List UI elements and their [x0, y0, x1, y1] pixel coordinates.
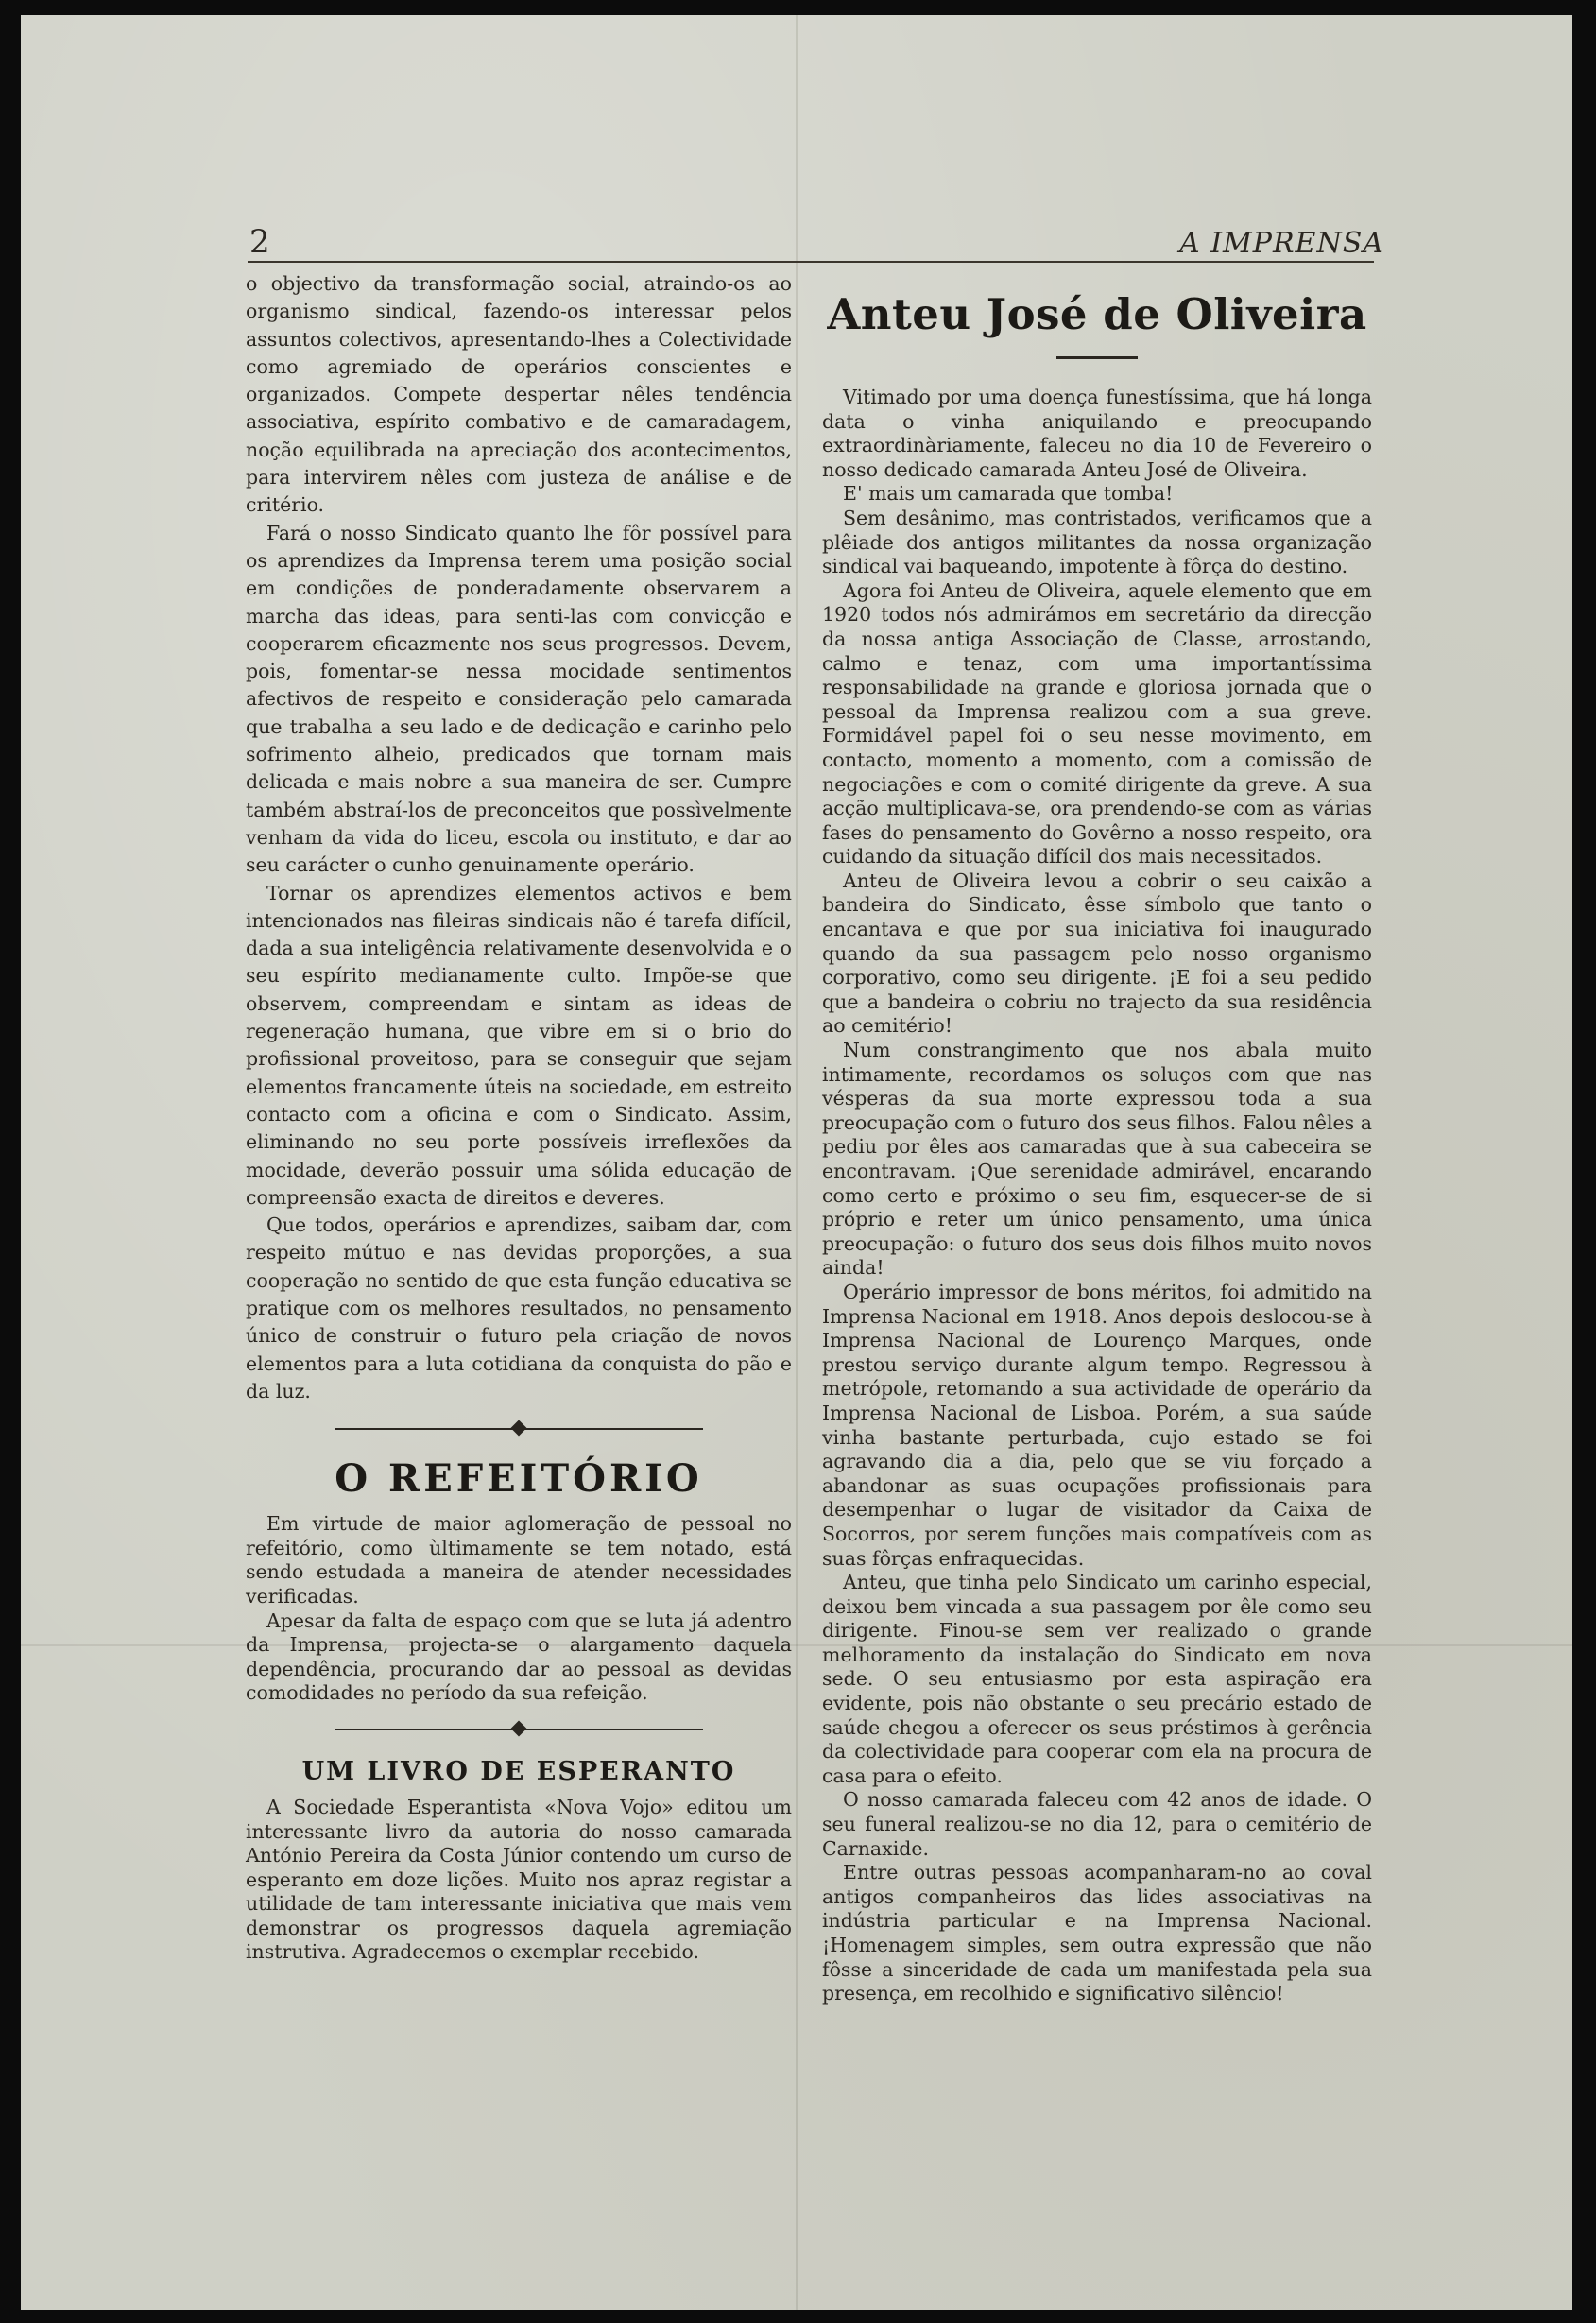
- esperanto-paragraph: A Sociedade Esperantista «Nova Vojo» editou um interessante livro da autoria do nosso camarada António Pereira da Costa Júnior contendo um curso de esperanto em doze lições. Muito nos apraz registar a utilidade de tam interessante iniciativa que mais vem demonstrar os progressos daquela agremiação instrutiva. Agradecemos o exemplar recebido.: [246, 1795, 792, 1964]
- obituary-paragraph: O nosso camarada faleceu com 42 anos de idade. O seu funeral realizou-se no dia 12, para o cemitério de Carnaxide.: [822, 1788, 1372, 1860]
- diamond-ornament-icon: [511, 1420, 527, 1437]
- obituary-paragraph: Anteu, que tinha pelo Sindicato um carinho especial, deixou bem vincada a sua passagem por êle como seu dirigente. Finou-se sem ver realizado o grande melhoramento da instalação do Sindicato em nova sede. O seu entusiasmo por esta aspiração era evidente, pois não obstante o seu precário estado de saúde chegou a oferecer os seus préstimos à gerência da colectividade para cooperar com ela na procura de casa para o efeito.: [822, 1571, 1372, 1787]
- left-column: [246, 270, 792, 1965]
- obituary-paragraph: Num constrangimento que nos abala muito intimamente, recordamos os soluços com que nas vésperas da sua morte expressou toda a sua preocupação com o futuro dos seus filhos. Falou nêles a pediu por êles aos camaradas que à sua cabeceira se encontravam. ¡Que serenidade admirável, encarando como certo e próximo o seu fim, esquecer-se de si próprio e reter um único pensamento, uma única preocupação: o futuro dos seus dois filhos muito novos ainda!: [822, 1039, 1372, 1280]
- obituary-paragraph: Anteu de Oliveira levou a cobrir o seu caixão a bandeira do Sindicato, êsse símbolo que tanto o encantava e que por sua iniciativa foi inaugurado quando da sua passagem pelo nosso organismo corporativo, como seu dirigente. ¡E foi a seu pedido que a bandeira o cobriu no trajecto da sua residência ao cemitério!: [822, 869, 1372, 1038]
- obituary-paragraph: Sem desânimo, mas contristados, verificamos que a plêiade dos antigos militantes da nossa organização sindical vai baqueando, impotente à fôrça do destino.: [822, 506, 1372, 578]
- publication-name: A IMPRENSA: [1179, 227, 1384, 260]
- obituary-paragraph: Agora foi Anteu de Oliveira, aquele elemento que em 1920 todos nós admirámos em secretário da direcção da nossa antiga Associação de Classe, arrostando, calmo e tenaz, com uma importantíssima responsabilidade na grande e gloriosa jornada que o pessoal da Imprensa realizou com a sua greve. Formidável papel foi o seu nesse movimento, em contacto, momento a momento, com a comissão de negociações e com o comité dirigente da greve. A sua acção multiplicava-se, ora prendendo-se com as várias fases do pensamento do Govêrno a nosso respeito, ora cuidando da situação difícil dos mais necessitados.: [822, 578, 1372, 869]
- article-paragraph: Tornar os aprendizes elementos activos e bem intencionados nas fileiras sindicais não é tarefa difícil, dada a sua inteligência relativamente desenvolvida e o seu espírito medianamente culto. Impõe-se que observem, compreendam e sintam as ideas de regeneração humana, que vibre em si o brio do profissional proveitoso, para se conseguir que sejam elementos francamente úteis na sociedade, em estreito contacto com a oficina e com o Sindicato. Assim, eliminando no seu porte possíveis irreflexões da mocidade, deverão possuir uma sólida educação de compreensão exacta de direitos e deveres.: [246, 881, 792, 1209]
- diamond-ornament-icon: [511, 1720, 527, 1736]
- refeitorio-paragraph: Apesar da falta de espaço com que se luta já adentro da Imprensa, projecta-se o alargamento daquela dependência, procurando dar ao pessoal as devidas comodidades no período da sua refeição.: [246, 1609, 792, 1705]
- article-paragraph: Que todos, operários e aprendizes, saibam dar, com respeito mútuo e nas devidas proporções, a sua cooperação no sentido de que esta função educativa se pratique com os melhores resultados, no pensamento único de construir o futuro pela criação de novos elementos para a luta cotidiana da conquista do pão e da luz.: [246, 1213, 792, 1402]
- refeitorio-paragraph: Em virtude de maior aglomeração de pessoal no refeitório, como ùltimamente se tem notado, está sendo estudada a maneira de atender necessidades verificadas.: [246, 1512, 792, 1608]
- obituary-paragraph: E' mais um camarada que tomba!: [843, 482, 1174, 506]
- section-title-esperanto: UM LIVRO DE ESPERANTO: [301, 1756, 736, 1786]
- header-rule: [248, 261, 1374, 263]
- fold-crease-vertical: [796, 15, 798, 2310]
- obituary-title: Anteu José de Oliveira: [827, 289, 1367, 339]
- ornamental-divider: [335, 1719, 703, 1740]
- obituary-paragraph: Operário impressor de bons méritos, foi admitido na Imprensa Nacional em 1918. Anos depois deslocou-se à Imprensa Nacional de Lourenço Marques, onde prestou serviço durante algum tempo. Regressou à metrópole, retomando a sua actividade de operário da Imprensa Nacional de Lisboa. Porém, a sua saúde vinha bastante perturbada, cujo estado se foi agravando dia a dia, pelo que se viu forçado a abandonar as suas ocupações profissionais para desempenhar o lugar de visitador da Caixa de Socorros, por serem funções mais compatíveis com as suas fôrças enfraquecidas.: [822, 1280, 1372, 1570]
- page-number: 2: [249, 223, 270, 261]
- obituary-paragraph: Vitimado por uma doença funestíssima, que há longa data o vinha aniquilando e preocupando extraordinàriamente, faleceu no dia 10 de Fevereiro o nosso dedicado camarada Anteu José de Oliveira.: [822, 386, 1372, 481]
- ornamental-divider: [335, 1419, 703, 1439]
- right-column: [822, 274, 1372, 2006]
- article-paragraph: Fará o nosso Sindicato quanto lhe fôr possível para os aprendizes da Imprensa terem uma posição social em condições de ponderadamente observarem a marcha das ideas, para senti-las com convicção e cooperarem eficazmente nos seus progressos. Devem, pois, fomentar-se nessa mocidade sentimentos afectivos de respeito e consideração pelo camarada que trabalha a seu lado e de dedicação e carinho pelo sofrimento alheio, predicados que tornam mais delicada e mais nobre a sua maneira de ser. Cumpre também abstraí-los de preconceitos que possìvelmente venham da vida do liceu, escola ou instituto, e dar ao seu carácter o cunho genuinamente operário.: [246, 521, 792, 877]
- section-title-refeitorio: O REFEITÓRIO: [335, 1456, 703, 1502]
- obituary-paragraph: Entre outras pessoas acompanharam-no ao coval antigos companheiros das lides associativas na indústria particular e na Imprensa Nacional. ¡Homenagem simples, sem outra expressão que não fôsse a sinceridade de cada um manifestada pela sua presença, em recolhido e significativo silêncio!: [822, 1861, 1372, 2005]
- title-dash-divider: [822, 345, 1372, 363]
- article-paragraph: o objectivo da transformação social, atraindo-os ao organismo sindical, fazendo-os interessar pelos assuntos colectivos, apresentando-lhes a Colectividade como agremiado de operários conscientes e organizados. Compete despertar nêles tendência associativa, espírito combativo e de camaradagem, noção equilibrada na apreciação dos acontecimentos, para intervirem nêles com justeza de análise e de critério.: [246, 272, 792, 517]
